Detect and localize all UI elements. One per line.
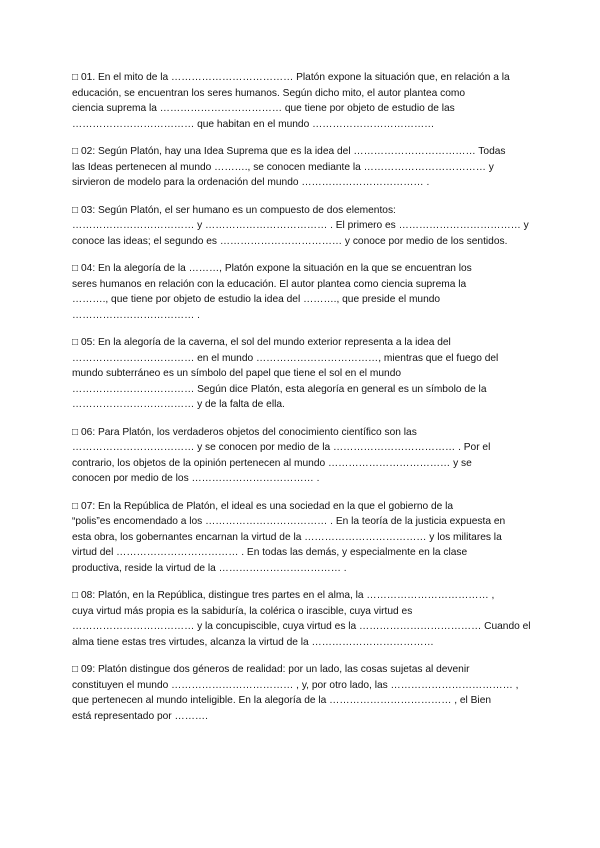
question-line: □ 05: En la alegoría de la caverna, el sol del mundo exterior representa a la idea del <box>72 337 451 348</box>
question-03 <box>72 203 532 250</box>
question-line: mundo subterráneo es un símbolo del papel que tiene el sol en el mundo <box>72 368 402 379</box>
question-02 <box>72 144 532 191</box>
question-line: que pertenecen al mundo inteligible. En la alegoría de la ……………………………… , el Bien <box>72 695 492 706</box>
question-line: ……………………………… en el mundo ………………………………, mientras que el fuego del <box>72 352 499 364</box>
question-line: □ 03: Según Platón, el ser humano es un compuesto de dos elementos: <box>72 204 396 216</box>
question-line: sirvieron de modelo para la ordenación del mundo ……………………………… . <box>72 177 430 188</box>
question-line: está representado por ………. <box>72 710 208 722</box>
question-line: □ 01. En el mito de la ……………………………… Platón expone la situación que, en relación a la <box>72 72 510 83</box>
question-line: constituyen el mundo ……………………………… , y, por otro lado, las ……………………………… , <box>72 679 519 691</box>
question-line: conocen por medio de los ……………………………… . <box>72 473 320 484</box>
question-09 <box>72 662 532 724</box>
question-line: ……………………………… y de la falta de ella. <box>72 399 285 410</box>
question-line: ……………………………… . <box>72 309 200 321</box>
question-line: conoce las ideas; el segundo es ……………………………… y conoce por medio de los sentidos. <box>72 235 508 247</box>
question-line: ……………………………… y se conocen por medio de la ……………………………… . Por el <box>72 442 491 453</box>
worksheet-page <box>72 70 532 724</box>
question-line: ……………………………… que habitan en el mundo ……………………………… <box>72 118 435 130</box>
question-line: □ 09: Platón distingue dos géneros de realidad: por un lado, las cosas sujetas al devenir <box>72 664 470 675</box>
question-line: las Ideas pertenecen al mundo ………., se conocen mediante la ……………………………… y <box>72 161 494 173</box>
question-line: contrario, los objetos de la opinión pertenecen al mundo ……………………………… y se <box>72 457 472 469</box>
question-08 <box>72 588 532 650</box>
question-line: □ 07: En la República de Platón, el ideal es una sociedad en la que el gobierno de la <box>72 500 454 512</box>
question-line: esta obra, los gobernantes encarnan la virtud de la ……………………………… y los militares la <box>72 531 502 543</box>
question-line: ciencia suprema la ……………………………… que tiene por objeto de estudio de las <box>72 103 455 114</box>
question-line: ……………………………… Según dice Platón, esta alegoría en general es un símbolo de la <box>72 383 487 395</box>
question-line: ……………………………… y ……………………………… . El primero es ……………………………… y <box>72 220 529 231</box>
question-line: cuya virtud más propia es la sabiduría, la colérica o irascible, cuya virtud es <box>72 605 413 617</box>
question-06 <box>72 425 532 487</box>
question-line: productiva, reside la virtud de la ……………………………… . <box>72 562 347 574</box>
question-line: educación, se encuentran los seres humanos. Según dicho mito, el autor plantea como <box>72 87 466 99</box>
question-04 <box>72 261 532 323</box>
question-line: □ 02: Según Platón, hay una Idea Suprema que es la idea del ……………………………… Todas <box>72 146 506 157</box>
question-line: alma tiene estas tres virtudes, alcanza la virtud de la ……………………………… <box>72 636 434 648</box>
question-line: □ 06: Para Platón, los verdaderos objetos del conocimiento científico son las <box>72 426 417 438</box>
question-line: □ 08: Platón, en la República, distingue tres partes en el alma, la ……………………………… , <box>72 590 495 601</box>
question-07 <box>72 499 532 577</box>
question-line: ………., que tiene por objeto de estudio la idea del ………., que preside el mundo <box>72 294 441 305</box>
question-line: □ 04: En la alegoría de la ………, Platón expone la situación en la que se encuentran los <box>72 263 472 274</box>
question-01 <box>72 70 532 132</box>
question-line: ……………………………… y la concupiscible, cuya virtud es la ……………………………… Cuando el <box>72 621 531 632</box>
question-line: seres humanos en relación con la educación. El autor plantea como ciencia suprema la <box>72 278 467 290</box>
question-line: “polis”es encomendado a los ……………………………… . En la teoría de la justicia expuesta en <box>72 516 506 527</box>
question-05 <box>72 335 532 413</box>
question-line: virtud del ……………………………… . En todas las demás, y especialmente en la clase <box>72 547 468 558</box>
